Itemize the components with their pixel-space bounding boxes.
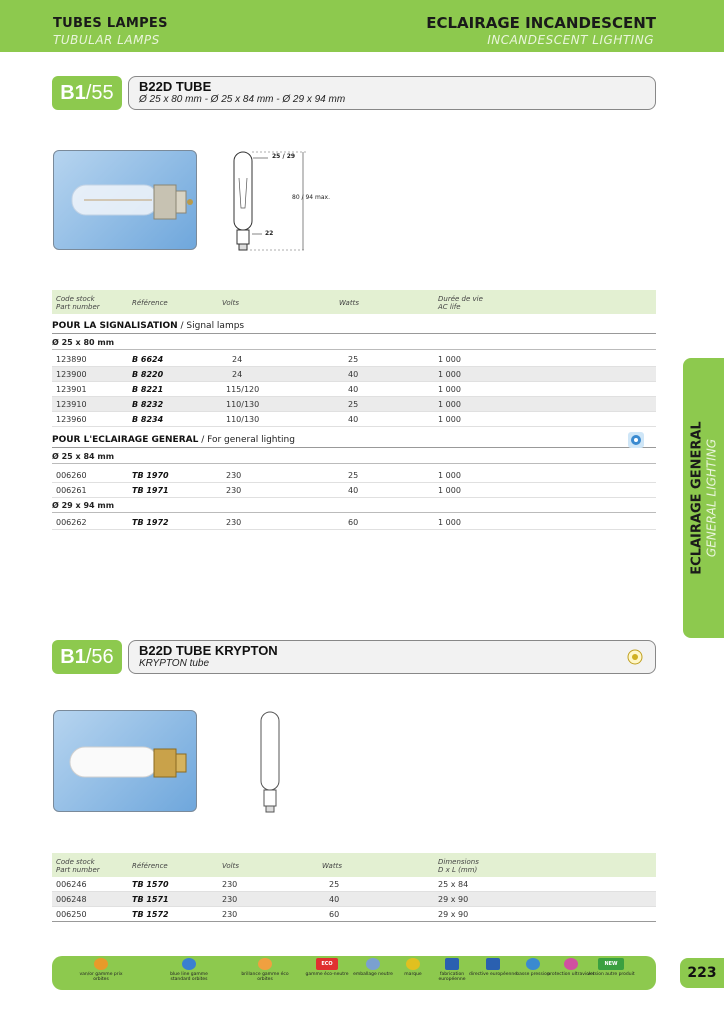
- section-badge-b1-56: B1/56: [52, 640, 122, 674]
- section-title: B22D TUBE KRYPTON: [139, 643, 278, 658]
- uv-protection-icon: [564, 958, 578, 970]
- eu-manufacture-icon: [445, 958, 459, 970]
- diagram-top-dim: 25 / 29: [272, 153, 296, 160]
- side-tab-general-lighting: [683, 358, 724, 638]
- legend-item: van/or gamme prix orbites: [76, 958, 126, 982]
- col-watts: Watts: [339, 299, 359, 307]
- col-watts: Watts: [322, 862, 342, 870]
- legend-item: fabrication européenne: [427, 958, 477, 982]
- legend-item: marque: [388, 958, 438, 977]
- col-life: Durée de vie AC life: [438, 295, 483, 311]
- brand-icon: [406, 958, 420, 970]
- header-left-title: TUBES LAMPES: [53, 16, 168, 31]
- table-row: 123960 B 8234 110/130 40 1 000: [52, 412, 656, 427]
- table-header-b1-56: [52, 853, 656, 877]
- table-row: 006246 TB 1570 230 25 25 x 84: [52, 877, 656, 892]
- vanor-icon: [94, 958, 108, 970]
- section-title-box: [128, 76, 656, 110]
- col-volts: Volts: [222, 299, 239, 307]
- dim-25x80: Ø 25 x 80 mm: [52, 336, 656, 350]
- col-code: Code stock Part number: [56, 295, 100, 311]
- legend-bar: [52, 956, 656, 990]
- diagram-height-dim: 80 / 94 max.: [292, 194, 330, 201]
- group-general-lighting: POUR L'ECLAIRAGE GENERAL / For general lighting: [52, 432, 656, 448]
- table-row: 006261 TB 1971 230 40 1 000: [52, 483, 656, 498]
- blue-line-icon: [182, 958, 196, 970]
- header-left-subtitle: TUBULAR LAMPS: [53, 33, 160, 47]
- table-row: 123910 B 8232 110/130 25 1 000: [52, 397, 656, 412]
- section-title-box: [128, 640, 656, 674]
- krypton-lamp-diagram: [256, 708, 286, 816]
- krypton-lamp-photo-icon: [54, 711, 197, 812]
- eco-icon: ECO: [316, 958, 338, 970]
- lamp-dimension-diagram: [228, 148, 348, 260]
- table-header-b1-55: [52, 290, 656, 314]
- new-product-icon: NEW: [598, 958, 624, 970]
- legend-item: blue line gamme standard orbites: [164, 958, 214, 982]
- low-pressure-icon: [526, 958, 540, 970]
- table-row: 123890 B 6624 24 25 1 000: [52, 352, 656, 367]
- group-signal-lamps: POUR LA SIGNALISATION / Signal lamps: [52, 318, 656, 334]
- packaging-icon: [366, 958, 380, 970]
- page-header: [0, 0, 724, 52]
- brillance-icon: [258, 958, 272, 970]
- lamp-photo-icon: [54, 151, 197, 250]
- product-photo-krypton-tube: [53, 710, 197, 812]
- section-title: B22D TUBE: [139, 79, 212, 94]
- table-row: 006260 TB 1970 230 25 1 000: [52, 468, 656, 483]
- col-ref: Référence: [132, 299, 168, 307]
- dim-25x84: Ø 25 x 84 mm: [52, 450, 656, 464]
- table-row: 006262 TB 1972 230 60 1 000: [52, 515, 656, 530]
- diagram-base-dim: 22: [265, 230, 274, 237]
- section-subtitle: KRYPTON tube: [139, 658, 210, 669]
- legend-item: ECO gamme éco-neutre: [302, 958, 352, 977]
- legend-item: directive européenne: [468, 958, 518, 977]
- col-dimensions: Dimensions D x L (mm): [438, 858, 479, 874]
- section-badge-b1-55: B1/55: [52, 76, 122, 110]
- legend-item: brillance gamme éco orbites: [240, 958, 290, 982]
- col-ref: Référence: [132, 862, 168, 870]
- blue-line-icon: [628, 432, 644, 448]
- legend-item: protection ultraviolet: [546, 958, 596, 977]
- section-subtitle: Ø 25 x 80 mm - Ø 25 x 84 mm - Ø 29 x 94 mm: [139, 94, 346, 105]
- legend-item: NEW version autre produit: [586, 958, 636, 977]
- product-photo-b22d-tube: [53, 150, 197, 250]
- side-tab-text: ECLAIRAGE GENERAL GENERAL LIGHTING: [689, 421, 718, 575]
- header-right-title: ECLAIRAGE INCANDESCENT: [426, 14, 656, 32]
- page-number: 223: [680, 958, 724, 988]
- table-row: 123900 B 8220 24 40 1 000: [52, 367, 656, 382]
- table-row: 006250 TB 1572 230 60 29 x 90: [52, 907, 656, 922]
- table-row: 123901 B 8221 115/120 40 1 000: [52, 382, 656, 397]
- dim-29x94: Ø 29 x 94 mm: [52, 499, 656, 513]
- legend-item: basse pression: [508, 958, 558, 977]
- legend-item: emballage neutre: [348, 958, 398, 977]
- header-right-subtitle: INCANDESCENT LIGHTING: [487, 33, 654, 47]
- col-code: Code stock Part number: [56, 858, 100, 874]
- eu-directive-icon: [486, 958, 500, 970]
- krypton-icon: [627, 649, 643, 665]
- col-volts: Volts: [222, 862, 239, 870]
- table-row: 006248 TB 1571 230 40 29 x 90: [52, 892, 656, 907]
